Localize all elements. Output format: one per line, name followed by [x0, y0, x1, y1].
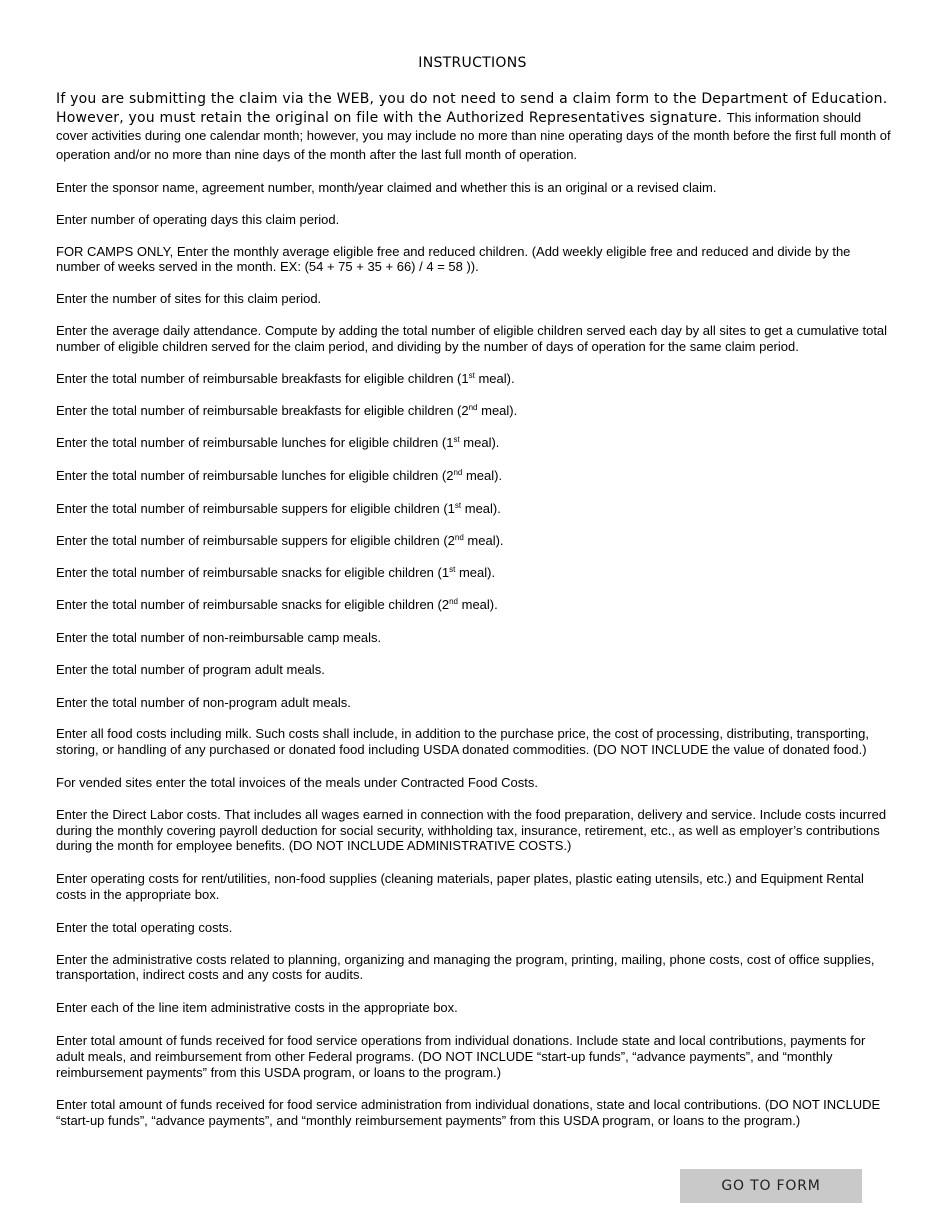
instruction-non-program-adult: Enter the total number of non-program adult meals.	[56, 694, 351, 710]
instructions-body	[56, 91, 892, 1129]
instruction-funds-admin: Enter total amount of funds received for food service administration from individual donations, state and local contributions. (DO NOT INCLUDE “start-up funds”, “advance payments”, and “monthly reimbursement payments” from this USDA program, or loans to the program.)	[56, 1097, 881, 1129]
instruction-admin-costs: Enter the administrative costs related to planning, organizing and managing the program, printing, mailing, phone costs, cost of office supplies, transportation, indirect costs and any costs for audits.	[56, 951, 875, 983]
instruction-funds-food-service: Enter total amount of funds received for food service operations from individual donations. Include state and local contributions, payments for adult meals, and reimbursement from other Federal programs. (DO NOT INCLUDE “start-up funds”, “advance payments”, and “monthly reimbursement payments” from this USDA program, or loans to the program.)	[56, 1032, 866, 1080]
instruction-supper-2: Enter the total number of reimbursable suppers for eligible children (2nd meal).	[56, 532, 504, 548]
intro-detail-text: This information should cover activities during one calendar month; however, you may include no more than nine operating days of the month before the first full month of operation and/or no more than nine days of the month after the last full month of operation.	[56, 109, 891, 162]
instruction-breakfast-2: Enter the total number of reimbursable breakfasts for eligible children (2nd meal).	[56, 403, 518, 419]
instruction-snack-1: Enter the total number of reimbursable snacks for eligible children (1st meal).	[56, 565, 496, 581]
instruction-operating-days: Enter number of operating days this claim period.	[56, 211, 340, 227]
instruction-snack-2: Enter the total number of reimbursable snacks for eligible children (2nd meal).	[56, 597, 498, 613]
instruction-operating-costs: Enter operating costs for rent/utilities, non-food supplies (cleaning materials, paper plates, plastic eating utensils, etc.) and Equipment Rental costs in the appropriate box.	[56, 871, 864, 902]
instruction-vended: For vended sites enter the total invoices of the meals under Contracted Food Costs.	[56, 774, 538, 790]
instruction-camps-only: FOR CAMPS ONLY, Enter the monthly average eligible free and reduced children. (Add weekly eligible free and reduced and divide by the number of weeks served in the month. EX: (54 + 75 + 35 + 66) / 4 = 58 )).	[56, 243, 851, 275]
instruction-non-reimbursable: Enter the total number of non-reimbursable camp meals.	[56, 629, 382, 645]
instruction-direct-labor: Enter the Direct Labor costs. That includes all wages earned in connection with the food preparation, delivery and service. Include costs incurred during the monthly covering payroll deduction for social security, withholding tax, insurance, retirement, etc., as well as employer’s contributions during the month for employee benefits. (DO NOT INCLUDE ADMINISTRATIVE COSTS.)	[56, 806, 887, 854]
intro-paragraph	[56, 91, 892, 164]
instruction-lunch-1: Enter the total number of reimbursable lunches for eligible children (1st meal).	[56, 435, 500, 451]
instruction-admin-line-items: Enter each of the line item administrative costs in the appropriate box.	[56, 1000, 458, 1016]
instruction-attendance: Enter the average daily attendance. Compute by adding the total number of eligible children served each day by all sites to get a cumulative total number of eligible children served for the claim period, and dividing by the number of days of operation for the same claim period.	[56, 322, 888, 354]
instruction-program-adult: Enter the total number of program adult meals.	[56, 661, 325, 677]
go-to-form-button[interactable]: GO TO FORM	[680, 1169, 862, 1203]
instruction-total-operating: Enter the total operating costs.	[56, 919, 233, 935]
intro-main-text: If you are submitting the claim via the WEB, you do not need to send a claim form to the Department of Education. However, you must retain the original on file with the Authorized Representatives signature.	[56, 91, 888, 126]
instruction-lunch-2: Enter the total number of reimbursable lunches for eligible children (2nd meal).	[56, 467, 503, 483]
page-title: INSTRUCTIONS	[418, 55, 527, 71]
instruction-sites: Enter the number of sites for this claim period.	[56, 291, 322, 307]
instruction-food-costs: Enter all food costs including milk. Such costs shall include, in addition to the purchase price, the cost of processing, distributing, transporting, storing, or handling of any purchased or donated food including USDA donated commodities. (DO NOT INCLUDE the value of donated food.)	[56, 726, 869, 758]
instruction-sponsor: Enter the sponsor name, agreement number, month/year claimed and whether this is an original or a revised claim.	[56, 180, 717, 195]
instruction-breakfast-1: Enter the total number of reimbursable breakfasts for eligible children (1st meal).	[56, 370, 515, 386]
instruction-supper-1: Enter the total number of reimbursable suppers for eligible children (1st meal).	[56, 500, 501, 516]
